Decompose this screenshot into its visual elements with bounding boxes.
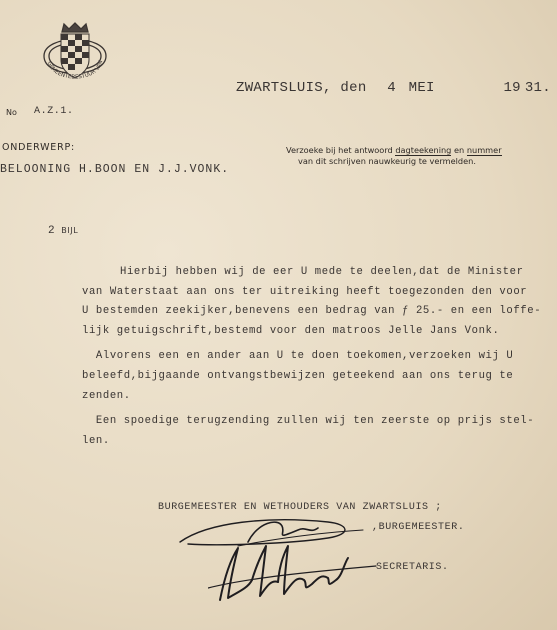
closing-secretary: SECRETARIS. (376, 562, 449, 573)
enclosures (48, 225, 78, 237)
date-month: MEI (408, 80, 435, 96)
place-date (236, 80, 555, 96)
body-line-6: beleefd,bijgaande ontvangstbewijzen geteekend aan ons terug te (82, 370, 514, 382)
subject-label: ONDERWERP: (2, 142, 76, 153)
body-line-8: Een spoedige terugzending zullen wij ten zeerste op prijs stel- (82, 415, 535, 427)
subject-text: BELOONING H.BOON EN J.J.VONK. (0, 163, 230, 176)
place-label: ZWARTSLUIS, den (236, 80, 367, 96)
reply-note-line1 (286, 145, 502, 155)
body-line-1: Hierbij hebben wij de eer U mede te deelen,dat de Minister (120, 266, 524, 278)
seal-text: GEMEENTEBESTUUR VAN (45, 59, 105, 81)
enclosure-label: BIJL (61, 226, 79, 235)
body-line-7: zenden. (82, 390, 131, 402)
reply-note-line2: van dit schrijven nauwkeurig te vermelden. (298, 156, 476, 166)
closing-mayor: ,BURGEMEESTER. (372, 522, 465, 533)
date-year-suffix: 31. (524, 80, 551, 96)
body-line-3: U bestemden zeekijker,benevens een bedrag van ƒ 25.- en een loffe- (82, 305, 542, 317)
reply-note-underlined-date: dagteekening (395, 145, 452, 155)
secretary-signature-icon (208, 540, 378, 614)
enclosure-count: 2 (48, 225, 56, 237)
closing-authority: BURGEMEESTER EN WETHOUDERS VAN ZWARTSLUIS ; (158, 502, 442, 513)
body-line-4: lijk getuigschrift,bestemd voor den matroos Jelle Jans Vonk. (82, 325, 500, 337)
date-day: 4 (387, 80, 396, 96)
reply-note-pre: Verzoeke bij het antwoord (286, 145, 396, 155)
municipal-seal-icon (38, 22, 112, 94)
body-line-2: van Waterstaat aan ons ter uitreiking heeft toegezonden den voor (82, 286, 528, 298)
reference-label: No (6, 108, 17, 117)
reply-note-underlined-number: nummer (466, 145, 502, 155)
reply-note-mid: en (451, 145, 467, 155)
date-year-prefix: 19 (503, 80, 521, 96)
body-line-9: len. (82, 435, 110, 447)
reference-number: A.Z.1. (34, 106, 74, 117)
body-line-5: Alvorens een en ander aan U te doen toekomen,verzoeken wij U (82, 350, 514, 362)
